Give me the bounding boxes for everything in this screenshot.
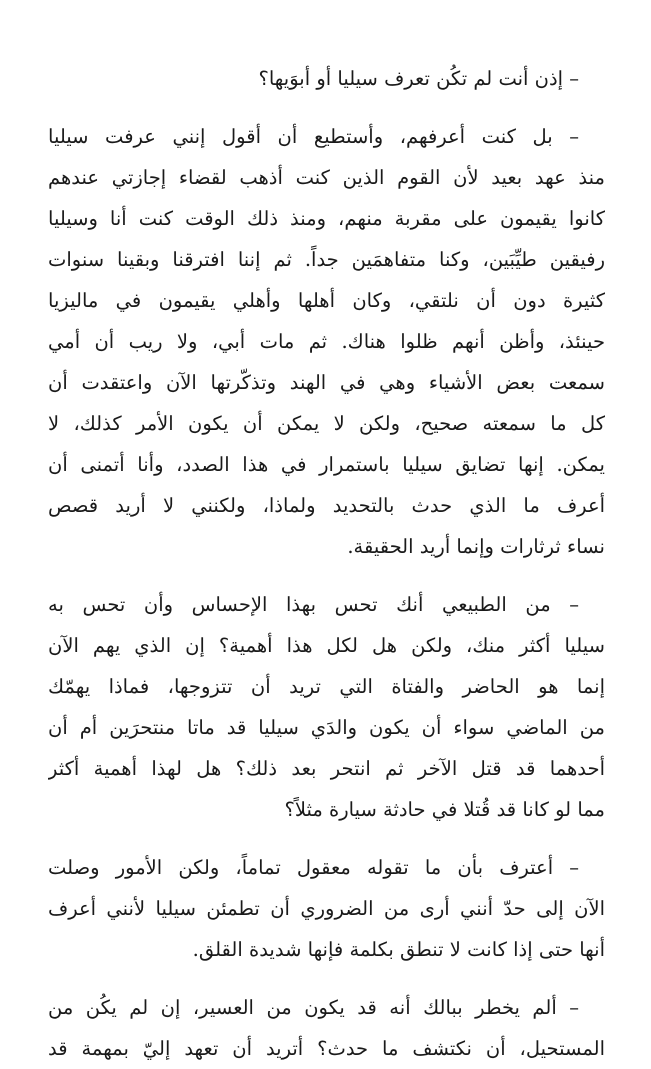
text-line: كانوا يقيمون على مقربة منهم، ومنذ ذلك الوقت كنت أنا وسيليا xyxy=(48,207,605,230)
text-line: يمكن. إنها تضايق سيليا باستمرار في هذا الصدد، وأنا أتمنى أن xyxy=(48,453,605,476)
text-line: – أعترف بأن ما تقوله معقول تماماً، ولكن الأمور وصلت xyxy=(48,856,579,879)
text-line: أنها حتى إذا كانت لا تنطق بكلمة فإنها شديدة القلق. xyxy=(192,938,605,961)
text-line: منذ عهد بعيد لأن القوم الذين كنت أذهب لقضاء إجازتي عندهم xyxy=(48,166,605,189)
text-line: أعرف ما الذي حدث بالتحديد ولماذا، ولكنني لا أريد قصص xyxy=(48,494,605,517)
text-line: كل ما سمعته صحيح، ولكن لا يمكن أن يكون الأمر كذلك، لا xyxy=(48,412,605,435)
text-line: حينئذ، وأظن أنهم ظلوا هناك. ثم مات أبي، ولا ريب أن أمي xyxy=(48,330,605,353)
text-line: رفيقين طيِّبَين، وكنا متفاهمَين جداً. ثم إننا افترقنا وبقينا سنوات xyxy=(48,248,605,271)
text-line: سمعت بعض الأشياء وهي في الهند وتذكّرتها الآن واعتقدت أن xyxy=(48,371,605,394)
paragraph-gap xyxy=(48,567,605,584)
text-line: أحدهما قد قتل الآخر ثم انتحر بعد ذلك؟ هل لهذا أهمية أكثر xyxy=(48,757,605,780)
text-line: – من الطبيعي أنك تحس بهذا الإحساس وأن تحس به xyxy=(48,593,579,616)
text-line: – ألم يخطر ببالك أنه قد يكون من العسير، إن لم يكُن من xyxy=(48,996,579,1019)
text-line: الآن إلى حدّ أنني أرى من الضروري أن تطمئن سيليا لأنني أعرف xyxy=(48,897,605,920)
text-line: إنما هو الحاضر والفتاة التي تريد أن تتزوجها، فماذا يهمّك xyxy=(48,675,605,698)
text-line: سيليا أكثر منك، ولكن هل لكل هذا أهمية؟ إن الذي يهم الآن xyxy=(48,634,605,657)
text-line: مما لو كانا قد قُتلا في حادثة سيارة مثلاً؟ xyxy=(284,798,605,821)
paragraph-gap xyxy=(48,99,605,116)
text-line: من الماضي سواء أن يكون والدَي سيليا قد ماتا منتحرَين أم أن xyxy=(48,716,605,739)
text-line: المستحيل، أن نكتشف ما حدث؟ أتريد أن تعهد إليّ بمهمة قد xyxy=(48,1037,605,1060)
text-line: – بل كنت أعرفهم، وأستطيع أن أقول إنني عرفت سيليا xyxy=(48,125,579,148)
text-line: – إذن أنت لم تكُن تعرف سيليا أو أبوَيها؟ xyxy=(258,67,579,90)
page-text xyxy=(48,58,605,1069)
text-line: كثيرة دون أن نلتقي، وكان أهلها وأهلي يقيمون في ماليزيا xyxy=(48,289,605,312)
paragraph-gap xyxy=(48,970,605,987)
paragraph-gap xyxy=(48,830,605,847)
text-line: نساء ثرثارات وإنما أريد الحقيقة. xyxy=(347,535,605,558)
